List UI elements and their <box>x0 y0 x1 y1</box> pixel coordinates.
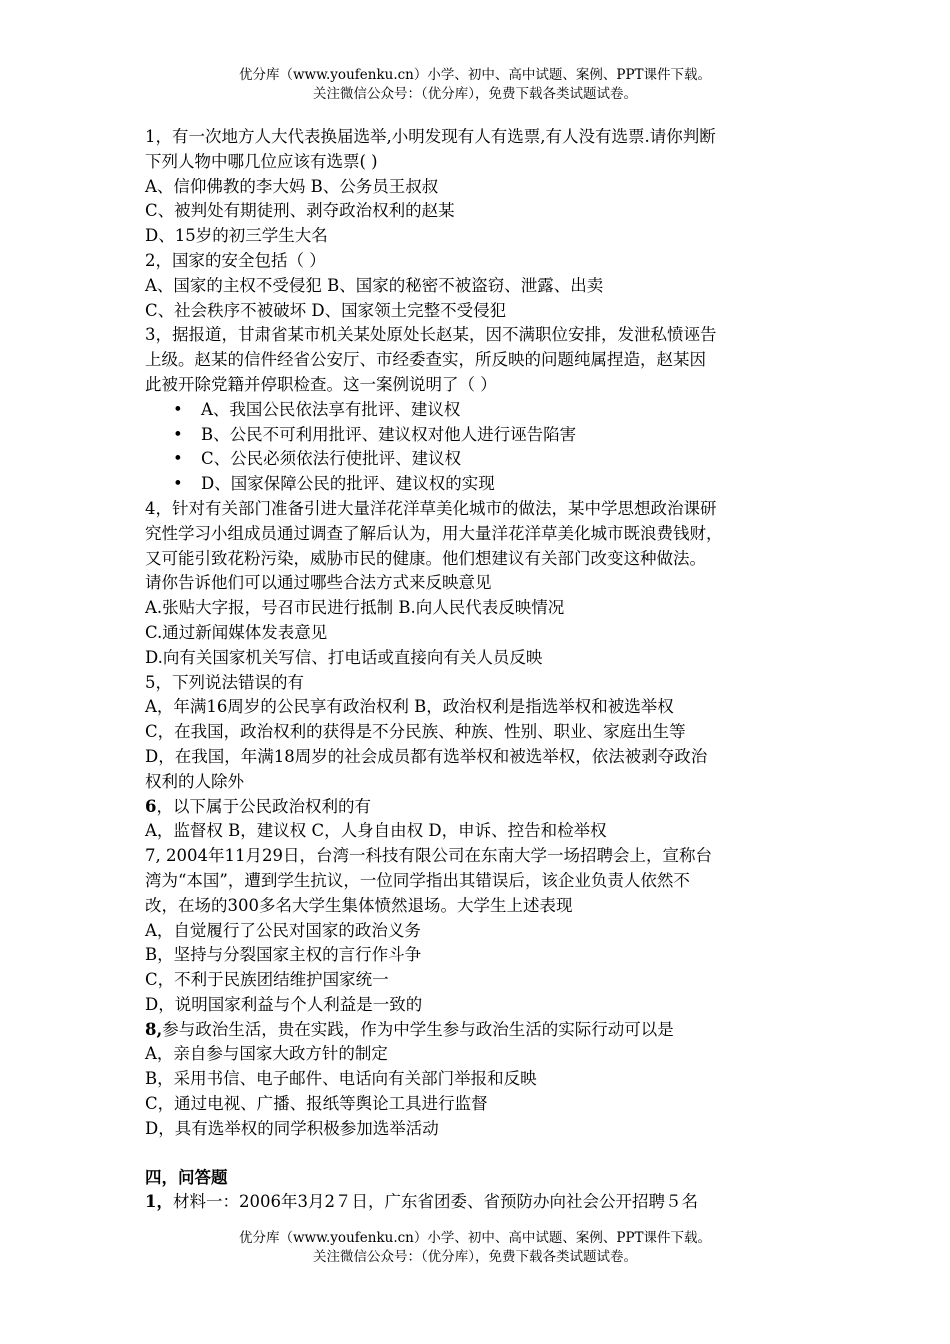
question-text: 参与政治生活，贵在实践，作为中学生参与政治生活的实际行动可以是 <box>162 1019 674 1039</box>
bullet-icon: • <box>173 399 183 419</box>
text-line: A.张贴大字报，号召市民进行抵制 B.向人民代表反映情况 <box>145 598 565 618</box>
text-line: A，亲自参与国家大政方针的制定 <box>145 1044 388 1064</box>
text-line <box>145 795 825 820</box>
text-line: A，自觉履行了公民对国家的政治义务 <box>145 920 421 940</box>
bullet-option <box>145 447 825 472</box>
text-line: 上级。赵某的信件经省公安厅、市经委查实，所反映的问题纯属捏造，赵某因 <box>145 350 706 370</box>
text-line: 2，国家的安全包括（ ） <box>145 250 326 270</box>
text-line: D.向有关国家机关写信、打电话或直接向有关人员反映 <box>145 647 543 667</box>
text-line <box>145 1018 825 1043</box>
text-line: 湾为“本国”，遭到学生抗议，一位同学指出其错误后，该企业负责人依然不 <box>145 870 690 890</box>
blank-line <box>145 1142 825 1166</box>
text-line: 权利的人除外 <box>145 771 244 791</box>
question-number: 1， <box>145 1192 173 1212</box>
text-line: 究性学习小组成员通过调查了解后认为，用大量洋花洋草美化城市既浪费钱财， <box>145 523 723 543</box>
text-line <box>145 1190 825 1215</box>
text-line: 1，有一次地方人大代表换届选举,小明发现有人有选票,有人没有选票.请你判断 <box>145 127 716 146</box>
document-body <box>145 125 825 1215</box>
bullet-text: B、公民不可利用批评、建议权对他人进行诬告陷害 <box>201 424 577 444</box>
text-line: A、国家的主权不受侵犯 B、国家的秘密不被盗窃、泄露、出卖 <box>145 275 604 295</box>
bullet-option <box>145 472 825 497</box>
header-line-2: 关注微信公众号：（优分库），免费下载各类试题试卷。 <box>313 86 637 102</box>
text-line: 改，在场的300多名大学生集体愤然退场。大学生上述表现 <box>145 895 573 915</box>
text-line: B，坚持与分裂国家主权的言行作斗争 <box>145 945 422 965</box>
header-line-1: 优分库（www.youfenku.cn）小学、初中、高中试题、案例、PPT课件下载。 <box>238 67 712 83</box>
bullet-icon: • <box>173 474 183 494</box>
bullet-icon: • <box>173 424 183 444</box>
text-line: D，具有选举权的同学积极参加选举活动 <box>145 1118 439 1138</box>
footer-line-2: 关注微信公众号：（优分库），免费下载各类试题试卷。 <box>313 1249 637 1265</box>
bullet-option <box>145 398 825 423</box>
text-line: 请你告诉他们可以通过哪些合法方式来反映意见 <box>145 573 492 593</box>
page-header <box>0 66 950 104</box>
text-line: C.通过新闻媒体发表意见 <box>145 622 328 642</box>
bullet-text: C、公民必须依法行使批评、建议权 <box>201 449 462 469</box>
text-line: B，采用书信、电子邮件、电话向有关部门举报和反映 <box>145 1069 537 1089</box>
question-text: 材料一：2006年3月2７日，广东省团委、省预防办向社会公开招聘５名 <box>172 1192 698 1212</box>
text-line: 4，针对有关部门准备引进大量洋花洋草美化城市的做法，某中学思想政治课研 <box>145 498 717 518</box>
text-line: A，监督权 B，建议权 C，人身自由权 D，申诉、控告和检举权 <box>145 821 607 841</box>
text-line: A、信仰佛教的李大妈 B、公务员王叔叔 <box>145 176 439 196</box>
text-line: 3，据报道，甘肃省某市机关某处原处长赵某，因不满职位安排，发泄私愤诬告 <box>145 325 717 345</box>
text-line: C、社会秩序不被破坏 D、国家领土完整不受侵犯 <box>145 300 507 320</box>
question-number: 8, <box>145 1019 163 1039</box>
text-line: C、被判处有期徒刑、剥夺政治权利的赵某 <box>145 201 455 221</box>
text-line: C，不利于民族团结维护国家统一 <box>145 970 389 990</box>
text-line: D，在我国，年满18周岁的社会成员都有选举权和被选举权，依法被剥夺政治 <box>145 746 708 766</box>
bullet-text: A、我国公民依法享有批评、建议权 <box>201 399 461 419</box>
section-heading: 四，问答题 <box>145 1167 228 1187</box>
page-footer <box>0 1229 950 1267</box>
text-line: 7, 2004年11月29日，台湾一科技有限公司在东南大学一场招聘会上，宣称台 <box>145 846 712 866</box>
text-line: C，通过电视、广播、报纸等舆论工具进行监督 <box>145 1094 488 1114</box>
bullet-text: D、国家保障公民的批评、建议权的实现 <box>201 474 495 494</box>
footer-line-1: 优分库（www.youfenku.cn）小学、初中、高中试题、案例、PPT课件下载。 <box>238 1230 712 1246</box>
text-line: A，年满16周岁的公民享有政治权利 B，政治权利是指选举权和被选举权 <box>145 697 674 717</box>
question-number: 6 <box>145 796 157 816</box>
text-line: D、15岁的初三学生大名 <box>145 226 328 246</box>
text-line: 此被开除党籍并停职检查。这一案例说明了（ ） <box>145 374 497 394</box>
text-line: 5，下列说法错误的有 <box>145 672 304 692</box>
bullet-icon: • <box>173 449 183 469</box>
text-line: D，说明国家利益与个人利益是一致的 <box>145 994 423 1014</box>
question-text: ，以下属于公民政治权利的有 <box>156 796 371 816</box>
text-line: 下列人物中哪几位应该有选票( ) <box>145 151 378 171</box>
bullet-option <box>145 423 825 448</box>
text-line: 又可能引致花粉污染，威胁市民的健康。他们想建议有关部门改变这种做法。 <box>145 548 706 568</box>
text-line: C，在我国，政治权利的获得是不分民族、种族、性别、职业、家庭出生等 <box>145 722 686 742</box>
